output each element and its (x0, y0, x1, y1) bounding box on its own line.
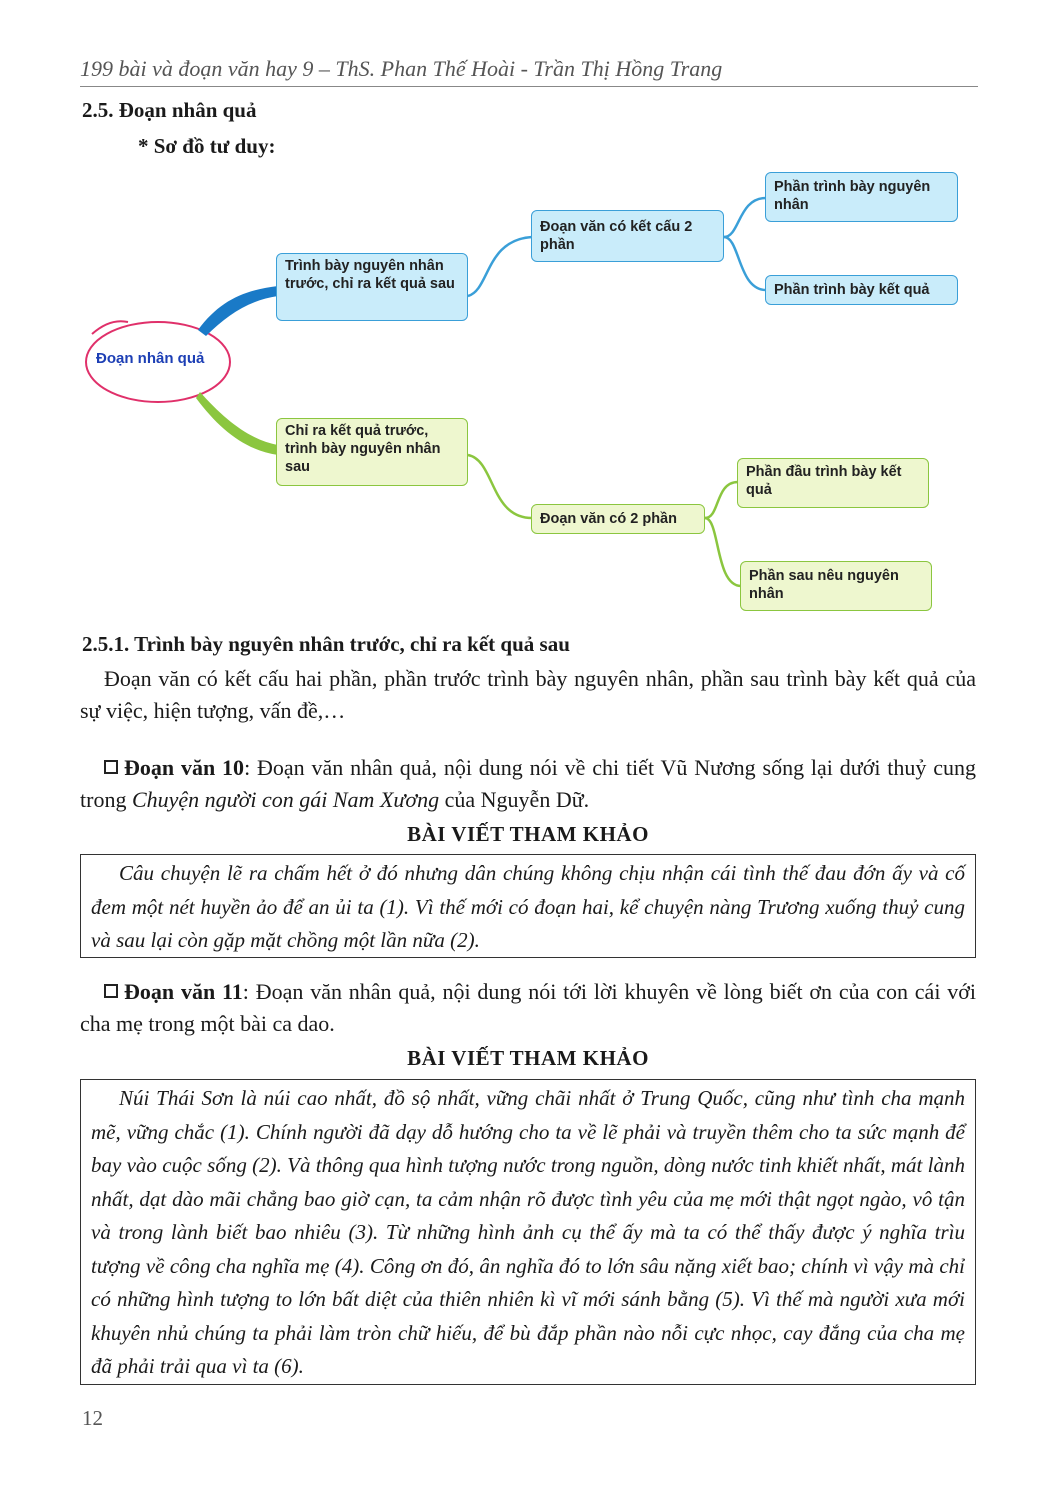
subsection-intro: Đoạn văn có kết cấu hai phần, phần trước trình bày nguyên nhân, phần sau trình bày kết quả của sự việc, hiện tượng, vấn đề,… (80, 666, 976, 723)
exercise-10-description (80, 752, 976, 816)
mindmap-root: Đoạn nhân quả (96, 350, 205, 367)
checkbox-icon (104, 760, 118, 774)
reference-text-11: Núi Thái Sơn là núi cao nhất, đồ sộ nhất, vững chãi nhất ở Trung Quốc, cũng như tình cha mạnh mẽ, vững chắc (1). Chính người đã dạy dỗ hướng cho ta về lẽ phải và truyền thêm cho ta sức mạnh để bay vào cuộc sống (2). Và thông qua hình tượng nước trong nguồn, dòng nước tinh khiết nhất, mát lành nhất, dạt dào mãi chẳng bao giờ cạn, ta cảm nhận rõ được tình yêu của mẹ mới thật ngọt ngào, vô tận và trong lành biết bao nhiêu (3). Từ những hình ảnh cụ thể ấy mà ta có thể thấy được ý nghĩa trìu tượng về công cha nghĩa mẹ (4). Công ơn đó, ân nghĩa đó to lớn sâu nặng xiết bao; chính vì vậy mà chỉ có những hình tượng to lớn bất diệt của thiên nhiên kì vĩ mới sánh bằng (5). Vì thế mà người xưa mới khuyên nhủ chúng ta phải làm tròn chữ hiếu, để bù đắp phần nào nỗi cực nhọc, cay đắng của cha mẹ đã phải trải qua vì ta (6). (91, 1086, 965, 1378)
exercise-10-desc-end: của Nguyễn Dữ. (439, 787, 590, 812)
reference-box-11 (80, 1079, 976, 1385)
running-header: 199 bài và đoạn văn hay 9 – ThS. Phan Thế Hoài - Trần Thị Hồng Trang (80, 56, 978, 87)
mindmap-branch1-child-connector (468, 237, 532, 296)
mindmap-branch1-leaf1-connector (724, 198, 766, 237)
mindmap-branch2-leaf-2: Phần sau nêu nguyên nhân (740, 561, 932, 611)
mindmap-branch2-leaf1-connector (705, 482, 738, 518)
subsection-heading: 2.5.1. Trình bày nguyên nhân trước, chỉ ra kết quả sau (82, 632, 570, 656)
reference-title: BÀI VIẾT THAM KHẢO (407, 1046, 649, 1070)
mindmap-branch2-leaf-1: Phần đầu trình bày kết quả (737, 458, 929, 508)
reference-text-10: Câu chuyện lẽ ra chấm hết ở đó nhưng dân chúng không chịu nhận cái tình thế đau đớn ấy và cố đem một nét huyền ảo để an ủi ta (1). Vì thế mới có đoạn hai, kể chuyện nàng Trương xuống thuỷ cung và sau lại còn gặp mặt chồng một lần nữa (2). (91, 861, 965, 952)
exercise-11-label: Đoạn văn 11 (124, 979, 243, 1004)
checkbox-icon (104, 984, 118, 998)
mindmap-branch1-leaf-1: Phần trình bày nguyên nhân (765, 172, 958, 222)
section-heading: 2.5. Đoạn nhân quả (82, 98, 257, 122)
mindmap-branch2-child-connector (468, 455, 532, 518)
mindmap-branch1-child: Đoạn văn có kết cấu 2 phần (531, 210, 724, 262)
mindmap-branch1-connector (198, 286, 278, 336)
exercise-10-desc: : Đoạn văn nhân quả, nội dung nói về chi tiết Vũ Nương sống lại dưới thuỷ cung trong (80, 755, 977, 812)
mindmap-branch1: Trình bày nguyên nhân trước, chỉ ra kết quả sau (276, 253, 468, 321)
exercise-10-work-title: Chuyện người con gái Nam Xương (131, 787, 440, 812)
mindmap-branch2-leaf2-connector (705, 518, 741, 586)
exercise-10-label: Đoạn văn 10 (124, 755, 245, 780)
mindmap-branch2-child: Đoạn văn có 2 phần (531, 504, 705, 534)
mindmap-branch1-leaf-2: Phần trình bày kết quả (765, 275, 958, 305)
exercise-11-desc: : Đoạn văn nhân quả, nội dung nói tới lời khuyên về lòng biết ơn của con cái với cha mẹ trong một bài ca dao. (80, 979, 976, 1036)
exercise-11-description (80, 976, 976, 1040)
mindmap-branch2: Chỉ ra kết quả trước, trình bày nguyên nhân sau (276, 418, 468, 486)
mindmap-branch1-leaf2-connector (724, 237, 766, 290)
mindmap-branch2-connector (196, 392, 278, 455)
mindmap-caption: * Sơ đồ tư duy: (138, 134, 276, 158)
reference-title: BÀI VIẾT THAM KHẢO (407, 822, 649, 846)
page-number: 12 (82, 1406, 103, 1430)
reference-box-10 (80, 854, 976, 958)
mindmap-connectors (0, 0, 1055, 640)
